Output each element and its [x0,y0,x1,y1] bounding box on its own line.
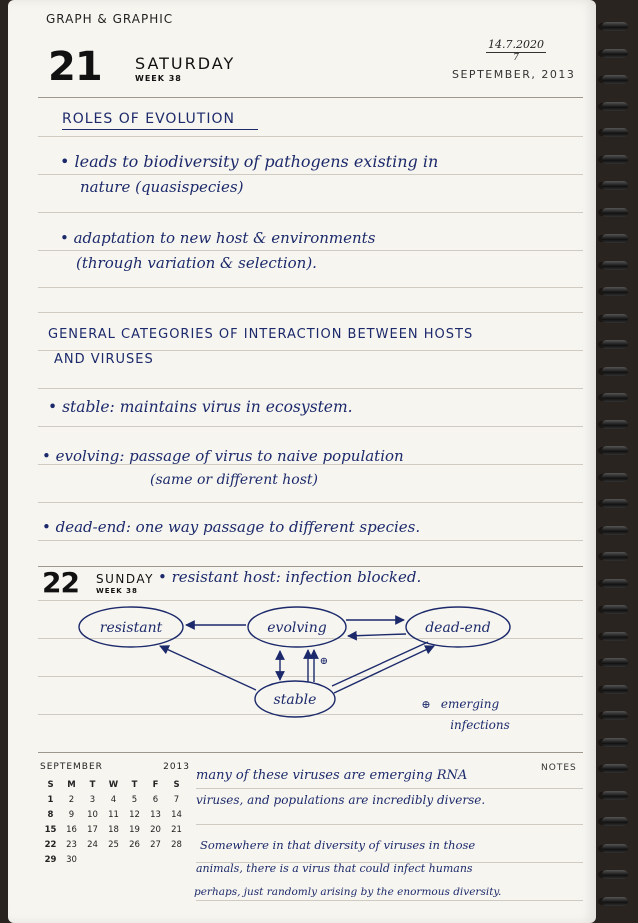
categories-title-line-2: AND VIRUSES [54,352,154,367]
calendar-day: 16 [66,825,77,835]
day-name: SATURDAY [135,54,236,73]
spiral-ring [600,391,630,405]
calendar-dow: T [89,780,96,790]
calendar-day: 12 [129,810,140,820]
ring-wire [602,870,628,879]
roles-bullet-1-line-1: • leads to biodiversity of pathogens existing in [60,152,439,171]
spiral-ring [600,418,630,432]
spiral-ring [600,73,630,87]
notes-line-2: viruses, and populations are incredibly diverse. [196,793,486,807]
spiral-ring [600,815,630,829]
categories-title-line-1: GENERAL CATEGORIES OF INTERACTION BETWEEN HOSTS [48,327,474,342]
calendar-day: 20 [150,825,161,835]
calendar-day: 25 [108,840,119,850]
ring-wire [602,446,628,455]
ring-wire [602,261,628,270]
calendar-day: 9 [68,810,75,820]
ring-wire [602,234,628,243]
ring-wire [602,685,628,694]
calendar-day: 13 [150,810,161,820]
calendar-day: 27 [150,840,161,850]
ring-wire [602,420,628,429]
calendar-day: 28 [171,840,182,850]
calendar-dow: W [108,780,119,790]
calendar-month: SEPTEMBER [40,762,103,772]
legend-marker: ⊕ [421,698,431,711]
ring-wire [602,711,628,720]
ring-wire [602,340,628,349]
ring-wire [602,75,628,84]
spiral-ring [600,789,630,803]
calendar-day: 7 [173,795,180,805]
spiral-ring [600,868,630,882]
roles-bullet-2-line-1: • adaptation to new host & environments [60,229,376,247]
spiral-ring [600,550,630,564]
ring-wire [602,287,628,296]
category-evolving-line-1: • evolving: passage of virus to naive population [42,447,404,465]
ring-wire [602,817,628,826]
calendar-dow: S [47,780,54,790]
roles-bullet-2-line-2: (through variation & selection). [76,254,317,272]
spiral-ring [600,736,630,750]
calendar-day: 22 [44,840,57,850]
spiral-ring [600,47,630,61]
calendar-day [145,855,166,865]
category-evolving-line-2: (same or different host) [150,472,319,488]
mini-calendar [40,762,190,865]
notes-line-4: animals, there is a virus that could infect humans [196,862,473,875]
ring-wire [602,49,628,58]
notes-line-1: many of these viruses are emerging RNA [196,768,468,783]
ring-wire [602,102,628,111]
ring-wire [602,658,628,667]
ring-wire [602,314,628,323]
category-resistant: • resistant host: infection blocked. [158,568,422,586]
ring-wire [602,552,628,561]
roles-bullet-1-line-2: nature (quasispecies) [80,178,244,196]
category-stable: • stable: maintains virus in ecosystem. [48,398,353,416]
week-label: WEEK 38 [135,74,182,83]
notes-label: NOTES [541,763,577,773]
calendar-day: 15 [44,825,57,835]
spiral-ring [600,153,630,167]
calendar-day: 10 [87,810,98,820]
calendar-day: 21 [171,825,182,835]
calendar-day: 24 [87,840,98,850]
calendar-day: 5 [131,795,138,805]
spiral-ring [600,179,630,193]
legend-line-2: infections [450,718,510,732]
node-evolving-label: evolving [267,620,327,636]
legend-line-1: emerging [440,697,500,711]
ruled-line [196,900,583,901]
calendar-day [166,855,187,865]
calendar-day: 19 [129,825,140,835]
sunday-week-label: WEEK 38 [96,587,138,595]
calendar-day: 2 [68,795,75,805]
calendar-day: 6 [152,795,159,805]
node-resistant-label: resistant [99,620,163,636]
day-number: 21 [48,44,102,90]
ring-wire [602,791,628,800]
spiral-ring [600,709,630,723]
calendar-day: 17 [87,825,98,835]
edge-stable-deadend-1 [334,646,434,693]
calendar-day: 3 [89,795,96,805]
roles-title: ROLES OF EVOLUTION [62,111,235,127]
calendar-day: 18 [108,825,119,835]
spiral-ring [600,895,630,909]
spiral-ring [600,842,630,856]
calendar-grid [40,780,190,865]
ring-wire [602,367,628,376]
calendar-header [40,762,190,776]
calendar-day: 11 [108,810,119,820]
notes-line-5: perhaps, just randomly arising by the enormous diversity. [194,886,502,898]
spiral-ring [600,762,630,776]
ring-wire [602,499,628,508]
spiral-ring [600,259,630,273]
sunday-day-name: SUNDAY [96,572,155,586]
spiral-ring [600,630,630,644]
calendar-dow: S [173,780,180,790]
ring-wire [602,155,628,164]
handwritten-date-main: 14.7.2020 [488,38,544,51]
spiral-ring [600,497,630,511]
ring-wire [602,393,628,402]
calendar-dow: M [67,780,76,790]
spiral-ring [600,232,630,246]
interaction-diagram [8,0,596,760]
node-stable-label: stable [273,692,317,708]
calendar-day: 23 [66,840,77,850]
brand-label: GRAPH & GRAPHIC [46,12,174,26]
ring-wire [602,526,628,535]
spiral-ring [600,577,630,591]
ring-wire [602,764,628,773]
spiral-ring [600,683,630,697]
calendar-day [82,855,103,865]
calendar-day [103,855,124,865]
spiral-ring [600,471,630,485]
ring-wire [602,579,628,588]
ring-wire [602,473,628,482]
calendar-dow: T [131,780,138,790]
spiral-ring [600,365,630,379]
ruled-line [196,788,583,789]
spiral-ring [600,100,630,114]
emerging-marker: ⊕ [319,656,329,667]
ring-wire [602,22,628,31]
spiral-ring [600,126,630,140]
spiral-ring [600,444,630,458]
calendar-day: 30 [66,855,77,865]
ring-wire [602,897,628,906]
ring-wire [602,605,628,614]
ring-wire [602,632,628,641]
month-year: SEPTEMBER, 2013 [452,68,576,81]
ring-wire [602,738,628,747]
category-dead-end: • dead-end: one way passage to different species. [42,518,421,536]
notebook-page [8,0,596,923]
spiral-ring [600,20,630,34]
calendar-year: 2013 [163,762,190,772]
handwritten-date-sub: 7 [486,52,546,63]
spiral-ring [600,206,630,220]
calendar-day: 1 [47,795,54,805]
ring-wire [602,181,628,190]
ring-wire [602,128,628,137]
edge-deadend-evolving [348,634,406,636]
calendar-dow: F [152,780,159,790]
calendar-day: 4 [110,795,117,805]
ruled-line [196,824,583,825]
spiral-ring [600,603,630,617]
calendar-day: 14 [171,810,182,820]
notes-line-3: Somewhere in that diversity of viruses in those [200,838,476,852]
ring-wire [602,208,628,217]
spiral-ring [600,338,630,352]
spiral-ring [600,656,630,670]
calendar-day: 8 [47,810,54,820]
ring-wire [602,844,628,853]
calendar-day: 26 [129,840,140,850]
spiral-ring [600,312,630,326]
edge-stable-resistant [160,646,256,690]
node-dead-end-label: dead-end [425,620,491,636]
spiral-ring [600,285,630,299]
sunday-day-number: 22 [42,566,79,599]
calendar-day: 29 [44,855,57,865]
calendar-day [124,855,145,865]
edge-stable-deadend-2 [332,642,428,686]
spiral-ring [600,524,630,538]
